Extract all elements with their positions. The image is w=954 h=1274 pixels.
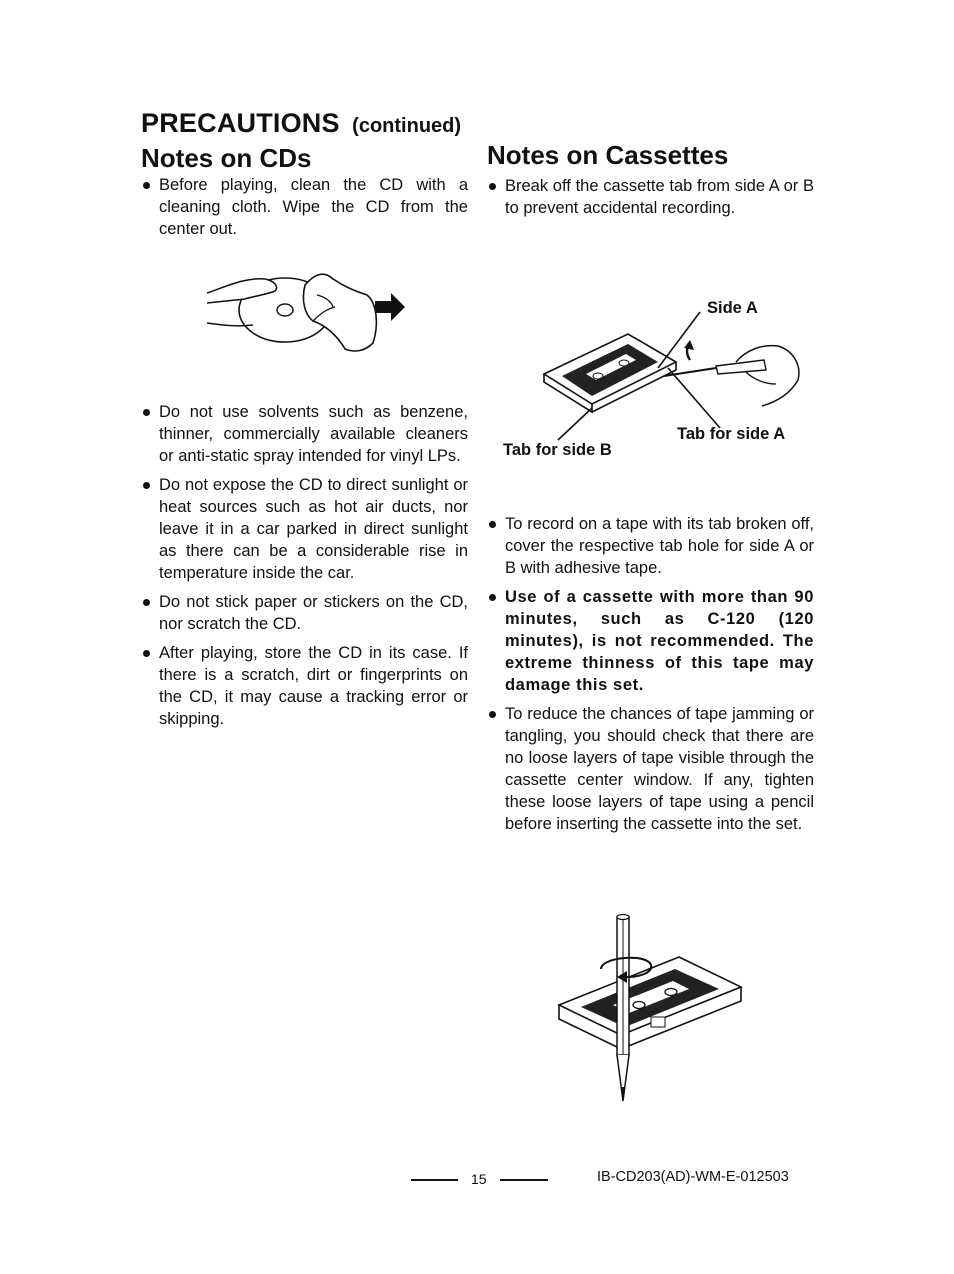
cassettes-heading: Notes on Cassettes xyxy=(487,140,729,170)
page-title: PRECAUTIONS xyxy=(141,108,340,138)
footer-rule-right xyxy=(500,1179,548,1181)
list-item: After playing, store the CD in its case. If there is a scratch, dirt or fingerprints on the CD, it may cause a tracking error or skipping. xyxy=(141,642,468,730)
document-id: IB-CD203(AD)-WM-E-012503 xyxy=(597,1169,789,1185)
list-item: To reduce the chances of tape jamming or tangling, you should check that there are no loose layers of tape visible through the cassette center window. If any, tighten these loose layers of tape using a pencil before inserting the cassette into the set. xyxy=(487,703,814,835)
list-item-warning: Use of a cassette with more than 90 minutes, such as C-120 (120 minutes), is not recommended. The extreme thinness of this tape may damage this set. xyxy=(487,586,814,696)
cd-cleaning-illustration xyxy=(205,265,410,360)
page-header xyxy=(141,108,461,139)
footer-rule-left xyxy=(411,1179,458,1181)
cassette-pencil-illustration xyxy=(555,915,745,1105)
cassettes-intro-list xyxy=(487,175,814,226)
list-item: Do not stick paper or stickers on the CD, nor scratch the CD. xyxy=(141,591,468,635)
cds-notes-list xyxy=(141,401,468,737)
list-item: Before playing, clean the CD with a cleaning cloth. Wipe the CD from the center out. xyxy=(141,174,468,240)
label-side-a: Side A xyxy=(707,299,758,317)
list-item: Do not use solvents such as benzene, thinner, commercially available cleaners or anti-static spray intended for vinyl LPs. xyxy=(141,401,468,467)
cassette-tab-illustration xyxy=(540,310,810,440)
page-subtitle: (continued) xyxy=(352,115,462,137)
list-item: To record on a tape with its tab broken off, cover the respective tab hole for side A or B with adhesive tape. xyxy=(487,513,814,579)
label-tab-for-side-b: Tab for side B xyxy=(503,441,612,459)
list-item: Break off the cassette tab from side A or B to prevent accidental recording. xyxy=(487,175,814,219)
label-tab-for-side-a: Tab for side A xyxy=(677,425,786,443)
page-number: 15 xyxy=(471,1171,487,1187)
cds-heading: Notes on CDs xyxy=(141,143,312,173)
list-item: Do not expose the CD to direct sunlight or heat sources such as hot air ducts, nor leave it in a car parked in direct sunlight as there can be a considerable rise in temperature inside the car. xyxy=(141,474,468,584)
cassettes-notes-list xyxy=(487,513,814,842)
cds-intro-list xyxy=(141,174,468,247)
